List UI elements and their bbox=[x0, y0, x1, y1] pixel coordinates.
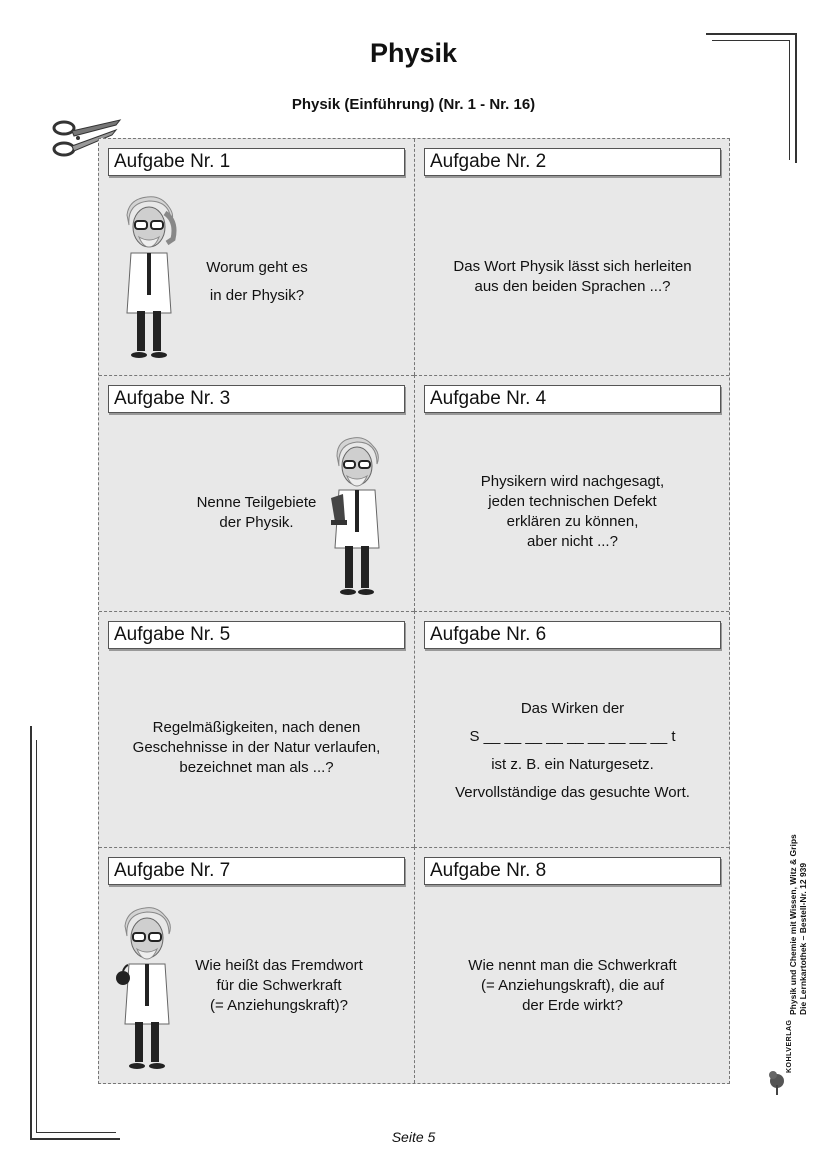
question-line: Das Wirken der bbox=[520, 700, 625, 717]
question-line: Geschehnisse in der Natur verlaufen, bbox=[132, 739, 381, 756]
scientist-with-microscope-icon bbox=[329, 436, 385, 600]
publisher-line: Physik und Chemie mit Wissen, Witz & Grips bbox=[788, 834, 798, 1015]
question-line: Wie heißt das Fremdwort bbox=[195, 957, 363, 974]
question-text bbox=[99, 718, 414, 778]
question-text bbox=[415, 257, 730, 297]
question-line: für die Schwerkraft bbox=[216, 977, 342, 994]
card-heading: Aufgabe Nr. 4 bbox=[424, 385, 721, 413]
task-card-3 bbox=[99, 375, 414, 611]
question-line: S __ __ __ __ __ __ __ __ __ t bbox=[469, 728, 676, 745]
question-line: Das Wort Physik lässt sich herleiten bbox=[453, 258, 692, 275]
question-line: bezeichnet man als ...? bbox=[179, 759, 334, 776]
question-line: Worum geht es bbox=[206, 259, 308, 276]
task-card-8 bbox=[414, 847, 729, 1083]
card-heading: Aufgabe Nr. 3 bbox=[108, 385, 405, 413]
question-line: Regelmäßigkeiten, nach denen bbox=[152, 719, 361, 736]
publisher-side-text bbox=[788, 834, 808, 1015]
card-heading: Aufgabe Nr. 2 bbox=[424, 148, 721, 176]
task-card-7 bbox=[99, 847, 414, 1083]
frame-line-left-vertical-inner bbox=[36, 740, 37, 1133]
page-subtitle: Physik (Einführung) (Nr. 1 - Nr. 16) bbox=[291, 96, 536, 113]
question-line: Nenne Teilgebiete bbox=[196, 494, 317, 511]
question-line: der Physik. bbox=[219, 514, 294, 531]
question-line: Physikern wird nachgesagt, bbox=[480, 473, 665, 490]
task-card-4 bbox=[414, 375, 729, 611]
card-heading: Aufgabe Nr. 5 bbox=[108, 621, 405, 649]
question-text bbox=[179, 493, 334, 533]
page-number: Seite 5 bbox=[391, 1129, 436, 1145]
publisher-line: Die Lernkartothek – Bestell-Nr. 12 939 bbox=[798, 862, 808, 1015]
task-card-2 bbox=[414, 139, 729, 375]
card-heading: Aufgabe Nr. 6 bbox=[424, 621, 721, 649]
frame-line-top-right bbox=[706, 33, 796, 35]
question-line: aus den beiden Sprachen ...? bbox=[474, 278, 671, 295]
question-line: der Erde wirkt? bbox=[522, 997, 623, 1014]
frame-line-left-vertical bbox=[30, 726, 32, 1140]
page-title: Physik bbox=[369, 38, 458, 68]
question-text bbox=[183, 254, 331, 310]
question-line: Vervollständige das gesuchte Wort. bbox=[455, 784, 690, 801]
task-card-1 bbox=[99, 139, 414, 375]
scientist-with-apple-icon bbox=[113, 906, 179, 1072]
question-line: aber nicht ...? bbox=[527, 533, 618, 550]
card-grid bbox=[98, 138, 730, 1084]
card-heading: Aufgabe Nr. 1 bbox=[108, 148, 405, 176]
publisher-logo-text: KOHLVERLAG bbox=[786, 1019, 793, 1073]
scientist-scratching-head-icon bbox=[121, 195, 179, 361]
task-card-5 bbox=[99, 611, 414, 847]
card-heading: Aufgabe Nr. 7 bbox=[108, 857, 405, 885]
question-text bbox=[415, 695, 730, 807]
question-line: ist z. B. ein Naturgesetz. bbox=[491, 756, 654, 773]
question-line: Wie nennt man die Schwerkraft bbox=[468, 957, 677, 974]
question-line: jeden technischen Defekt bbox=[488, 493, 657, 510]
question-line: erklären zu können, bbox=[506, 513, 639, 530]
question-line: (= Anziehungskraft)? bbox=[210, 997, 348, 1014]
question-line: in der Physik? bbox=[209, 287, 305, 304]
tree-logo-icon bbox=[768, 1035, 786, 1097]
question-text bbox=[415, 472, 730, 552]
task-card-6 bbox=[414, 611, 729, 847]
question-line: (= Anziehungskraft), die auf bbox=[480, 977, 665, 994]
card-heading: Aufgabe Nr. 8 bbox=[424, 857, 721, 885]
question-text bbox=[179, 956, 379, 1016]
question-text bbox=[415, 956, 730, 1016]
